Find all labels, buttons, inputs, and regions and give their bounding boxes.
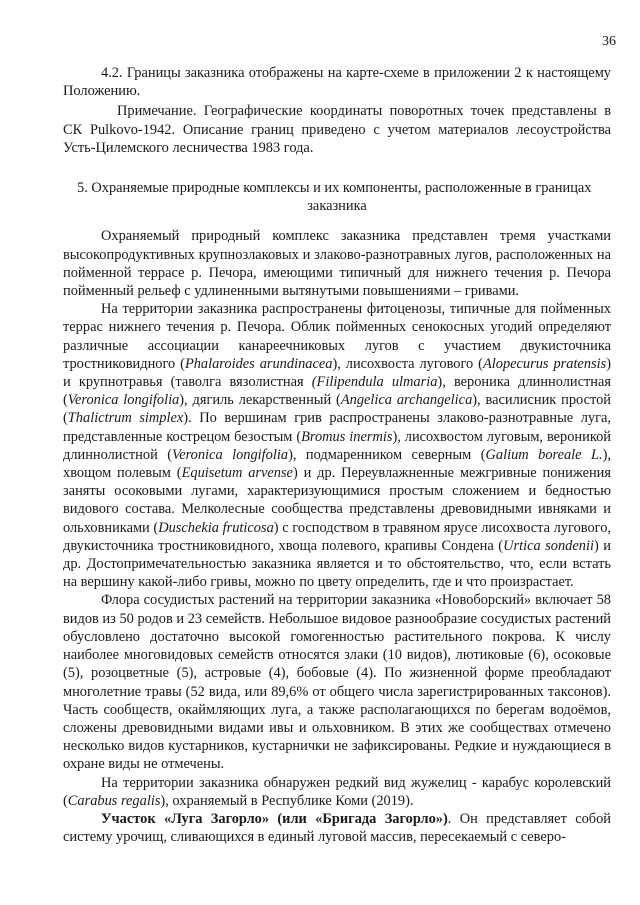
paragraph-complex: Охраняемый природный комплекс заказника представлен тремя участками высокопродуктивных крупнозлаковых и злаково-разнотравных лугов, расположенных на пойменной террасе р. Печора, имеющими типичный для нижнего течения р. Печора пойменный рельеф с удлиненными вытянутыми повышениями – гривами.: [63, 228, 611, 300]
document-body: [63, 64, 611, 846]
paragraph-flora: Флора сосудистых растений на территории заказника «Новоборский» включает 58 видов из 50 родов и 23 семейств. Небольшое видовое разнообразие сосудистых растений обусловлено достаточно высокой гомогенностью растительного покрова. К числу наиболее многовидовых семейств относятся злаки (10 видов), лютиковые (6), осоковые (5), розоцветные (5), астровые (4), бобовые (4). По жизненной форме преобладают многолетние травы (52 вида, или 89,6% от общего числа зарегистрированных таксонов). Часть сообществ, окаймляющих луга, а также располагающихся по берегам водоёмов, сложены древовидными видами ивы и ольховником. В этих же сообществах отмечено несколько видов кустарников, кустарнички не зафиксированы. Редкие и нуждающиеся в охране виды не отмечены.: [63, 592, 611, 773]
section-heading-line2: заказника: [307, 198, 367, 215]
section-heading-line1: 5. Охраняемые природные комплексы и их компоненты, расположенные в границах: [77, 180, 592, 197]
site-title: Участок «Луга Загорло» (или «Бригада Загорло»): [101, 810, 448, 827]
paragraph-phytocenoses: На территории заказника распространены фитоценозы, типичные для пойменных террас нижнего течения р. Печора. Облик пойменных сенокосных угодий определяют различные ассоциации канареечниковых лугов с участием двукисточника тростниковидного (Phalaroides arundinacea), лисохвоста лугового (Alopecurus pratensis) и крупнотравья (таволга вязолистная (Filipendula ulmaria), вероника длиннолистная (Veronica longifolia), дягиль лекарственный (Angelica archangelica), василисник простой (Thalictrum simplex). По вершинам грив распространены злаково-разнотравные луга, представленные кострецом безостым (Bromus inermis), лисохвостом луговым, вероникой длиннолистной (Veronica longifolia), подмаренником северным (Galium boreale L.), хвощом полевым (Equisetum arvense) и др. Переувлажненные межгривные понижения заняты осоковыми лугами, характеризующимися простым сложением и бедностью видового состава. Мелколесные сообщества представлены древовидными ивняками и ольховниками (Duschekia fruticosa) с господством в травяном ярусе лисохвоста лугового, двукисточника тростниковидного, хвоща полевого, крапивы Сондена (Urtica sondenii) и др. Достопримечательностью заказника является и то обстоятельство, что, если встать на вершину какой-либо гривы, можно по цвету определить, где и что произрастает.: [63, 301, 612, 591]
section-heading: [63, 179, 611, 215]
page-number: 36: [602, 34, 616, 49]
paragraph-4-2: 4.2. Границы заказника отображены на карте-схеме в приложении 2 к настоящему Положению.: [63, 65, 611, 100]
paragraph-carabus: На территории заказника обнаружен редкий вид жужелиц - карабус королевский (Carabus regalis), охраняемый в Республике Коми (2019).: [63, 774, 611, 809]
paragraph-zagorlo: Участок «Луга Загорло» (или «Бригада Загорло»). Он представляет собой систему урочищ, сливающихся в единый луговой массив, пересекаемый с северо-: [63, 810, 611, 846]
note-paragraph: Примечание. Географические координаты поворотных точек представлены в СК Pulkovo-1942. Описание границ приведено с учетом материалов лесоустройства Усть-Цилемского лесничества 1983 года.: [63, 103, 611, 156]
